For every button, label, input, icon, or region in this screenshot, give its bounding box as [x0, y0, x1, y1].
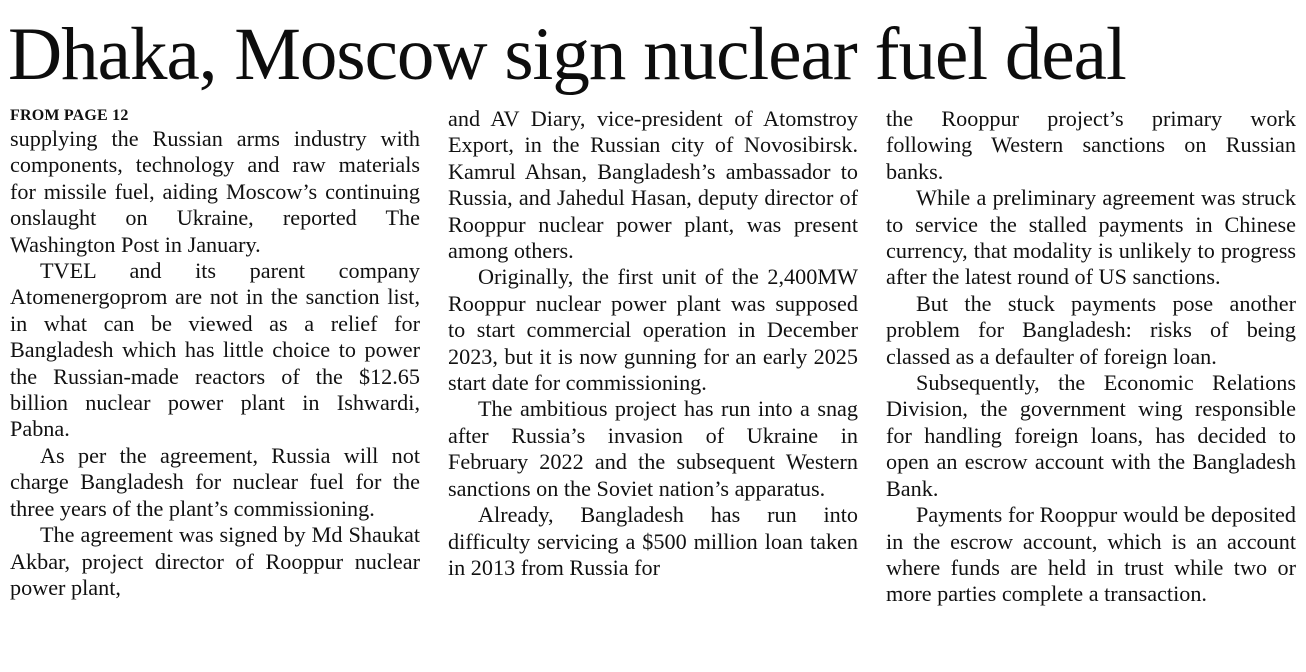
paragraph: Payments for Rooppur would be deposited in the escrow account, which is an account where funds are held in trust while two or more parties complete a transaction.: [886, 502, 1296, 607]
paragraph: But the stuck payments pose another problem for Bangladesh: risks of being classed as a defaulter of foreign loan.: [886, 290, 1296, 369]
paragraph: The agreement was signed by Md Shaukat Akbar, project director of Rooppur nuclear power plant,: [10, 522, 420, 600]
article-column-2: [448, 106, 858, 581]
paragraph: As per the agreement, Russia will not charge Bangladesh for nuclear fuel for the three years of the plant’s commissioning.: [10, 442, 420, 521]
paragraph: Subsequently, the Economic Relations Division, the government wing responsible for handling foreign loans, has decided to open an escrow account with the Bangladesh Bank.: [886, 370, 1296, 501]
paragraph: Already, Bangladesh has run into difficulty servicing a $500 million loan taken in 2013 from Russia for: [448, 502, 858, 580]
paragraph: Originally, the first unit of the 2,400MW Rooppur nuclear power plant was supposed to start commercial operation in December 2023, but it is now gunning for an early 2025 start date for commissioning.: [448, 264, 858, 396]
paragraph: and AV Diary, vice-president of Atomstroy Export, in the Russian city of Novosibirsk. Kamrul Ahsan, Bangladesh’s ambassador to Russia, and Jahedul Hasan, deputy director of Rooppur nuclear power plant, was present among others.: [448, 106, 858, 264]
paragraph: TVEL and its parent company Atomenergoprom are not in the sanction list, in what can be viewed as a relief for Bangladesh which has little choice to power the Russian-made reactors of the $12.65 billion nuclear power plant in Ishwardi, Pabna.: [10, 258, 420, 442]
paragraph: the Rooppur project’s primary work following Western sanctions on Russian banks.: [886, 106, 1296, 184]
paragraph: The ambitious project has run into a snag after Russia’s invasion of Ukraine in February 2022 and the subsequent Western sanctions on the Soviet nation’s apparatus.: [448, 396, 858, 501]
continuation-kicker: FROM PAGE 12: [10, 107, 129, 124]
paragraph: supplying the Russian arms industry with components, technology and raw materials for missile fuel, aiding Moscow’s continuing onslaught on Ukraine, reported The Washington Post in January.: [10, 126, 420, 257]
paragraph: While a preliminary agreement was struck to service the stalled payments in Chinese currency, that modality is unlikely to progress after the latest round of US sanctions.: [886, 185, 1296, 290]
article-column-3: [886, 106, 1296, 608]
article-column-1: [10, 106, 420, 601]
headline: Dhaka, Moscow sign nuclear fuel deal: [8, 13, 1126, 96]
